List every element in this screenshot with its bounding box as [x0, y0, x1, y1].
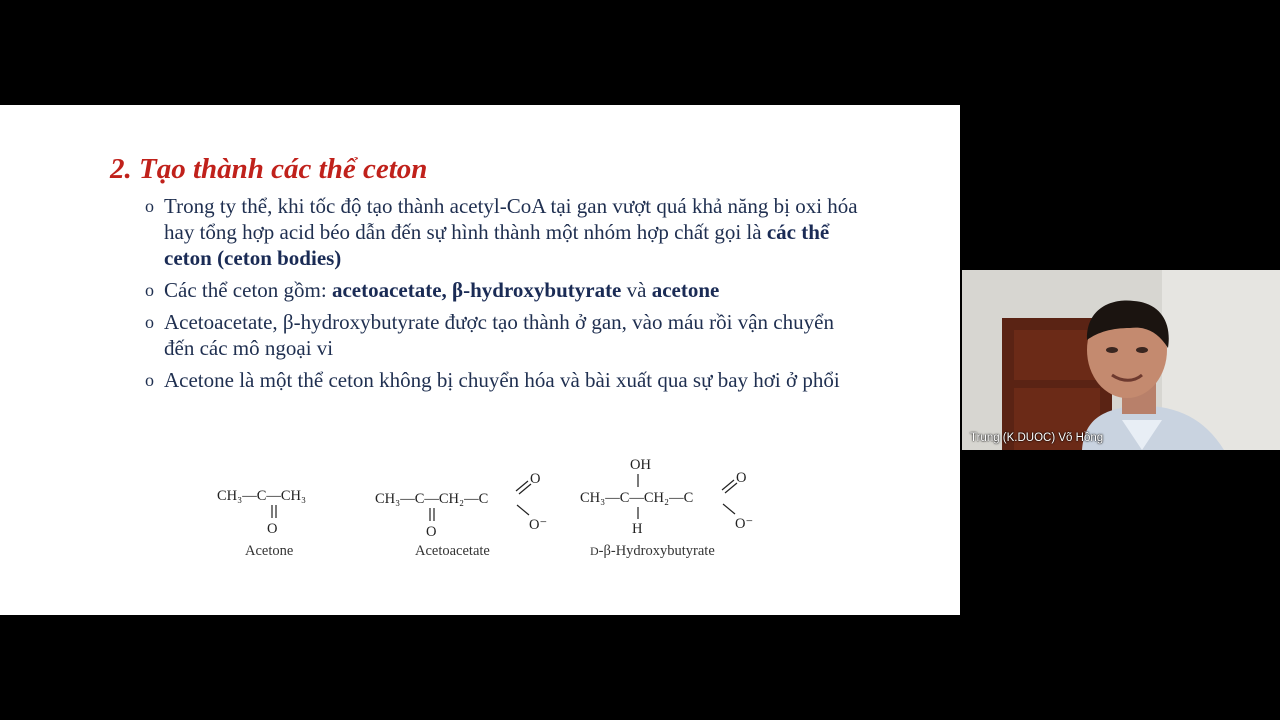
- bullet-item: [145, 309, 865, 361]
- participant-name-label: Trung (K.DUOC) Võ Hồng: [970, 432, 1104, 444]
- webcam-feed-image: [962, 270, 1280, 450]
- hydroxybutyrate-oh: OH: [630, 457, 651, 473]
- acetoacetate-carboxyl-ominus: O⁻: [529, 517, 548, 533]
- acetoacetate-oxygen: O: [426, 524, 437, 540]
- acetoacetate-formula: CH₃—C—CH₂—C: [375, 491, 489, 507]
- bullet-text: Acetone là một thể ceton không bị chuyển hóa và bài xuất qua sự bay hơi ở phổi: [164, 368, 840, 392]
- slide-title: 2. Tạo thành các thể ceton: [110, 153, 428, 185]
- bullet-circle-icon: o: [145, 196, 154, 216]
- hydroxybutyrate-formula: CH₃—C—CH₂—C: [580, 490, 694, 506]
- caption-rest: -β-Hydroxybutyrate: [598, 543, 715, 559]
- bullet-circle-icon: o: [145, 370, 154, 390]
- bullet-text: Acetoacetate, β-hydroxybutyrate được tạo thành ở gan, vào máu rồi vận chuyển đến các mô ngoại vi: [164, 310, 834, 360]
- bullet-bold-text: các thể ceton (ceton bodies): [164, 220, 830, 270]
- bullet-item: [145, 367, 865, 393]
- acetone-structure: [217, 488, 306, 537]
- bullet-item: [145, 277, 865, 303]
- participant-video-tile[interactable]: [962, 270, 1280, 450]
- bullet-bold-text: acetone: [651, 278, 720, 302]
- acetoacetate-caption: Acetoacetate: [415, 543, 490, 559]
- hydroxybutyrate-h: H: [632, 521, 643, 537]
- chemical-structures: [205, 445, 775, 575]
- caption-prefix: D: [590, 544, 599, 558]
- bullet-text: Trong ty thể, khi tốc độ tạo thành acetyl-CoA tại gan vượt quá khả năng bị oxi hóa hay tổng hợp acid béo dẫn đến sự hình thành một nhóm hợp chất gọi là: [164, 194, 858, 244]
- acetone-formula: CH₃—C—CH₃: [217, 488, 307, 504]
- acetone-oxygen: O: [267, 521, 278, 537]
- bullet-list: [145, 193, 865, 399]
- hydroxybutyrate-structure: [580, 457, 753, 537]
- bullet-circle-icon: o: [145, 312, 154, 332]
- presentation-slide: [0, 105, 960, 615]
- acetone-caption: Acetone: [245, 543, 294, 559]
- bullet-text: và: [621, 278, 652, 302]
- bullet-text: Các thể ceton gồm:: [164, 278, 332, 302]
- acetoacetate-structure: [375, 471, 547, 540]
- hydroxybutyrate-carboxyl-o: O: [736, 470, 747, 486]
- bullet-circle-icon: o: [145, 280, 154, 300]
- acetoacetate-carboxyl-o: O: [530, 471, 541, 487]
- structure-diagrams: [205, 445, 775, 543]
- bullet-bold-text: acetoacetate, β-hydroxybutyrate: [331, 278, 622, 302]
- hydroxybutyrate-caption: [590, 543, 715, 560]
- hydroxybutyrate-carboxyl-ominus: O⁻: [735, 516, 754, 532]
- bullet-item: [145, 193, 865, 271]
